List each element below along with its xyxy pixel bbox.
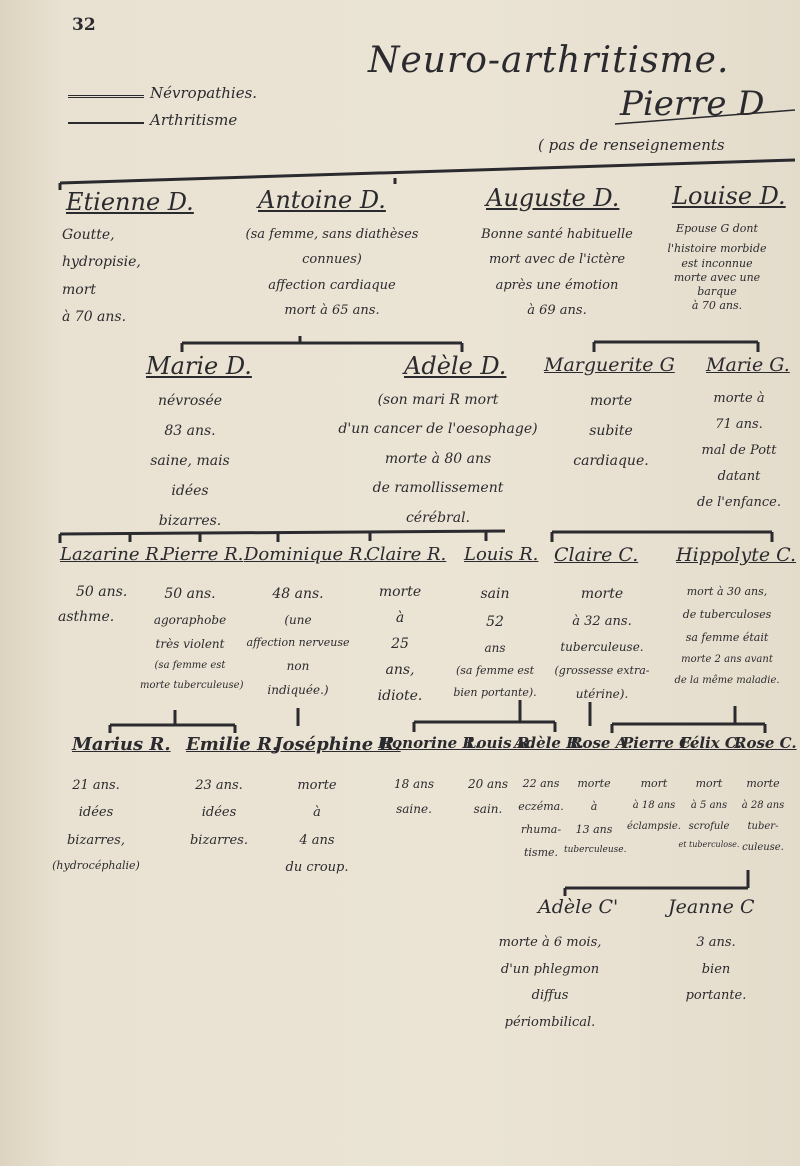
page-title: Neuro-arthritisme.: [368, 40, 730, 81]
person-name: Antoine D.: [258, 186, 386, 214]
gen4-bracket-hippolyte: [612, 706, 765, 733]
gen4-bracket-pierre: [110, 710, 235, 733]
legend-label-arthritisme: Arthritisme: [150, 111, 238, 129]
person-notes: 3 ans. bien portante.: [685, 935, 747, 1004]
person-notes: névrosée 83 ans. saine, mais idées bizarres.: [150, 393, 230, 530]
person-notes: morte subite cardiaque.: [573, 393, 649, 470]
person-name: Adèle D.: [404, 352, 507, 380]
person-notes: (son mari R mort d'un cancer de l'oesophage) morte à 80 ans de ramollissement cérébral.: [338, 392, 538, 526]
root-note: ( pas de renseignements: [538, 136, 725, 154]
person-notes: mort à 30 ans, de tuberculoses sa femme était morte 2 ans avant de la même maladie.: [674, 585, 780, 687]
person-notes: 23 ans. idées bizarres.: [189, 778, 248, 848]
person-notes: mort à 18 ans éclampsie.: [627, 777, 681, 833]
person-notes: morte à 28 ans tuber- culeuse.: [741, 777, 785, 854]
person-name: Adèle R.: [514, 734, 584, 752]
root-name: Pierre D: [620, 84, 765, 124]
person-notes: sain 52 ans (sa femme est bien portante).: [453, 586, 537, 699]
person-name: Pierre R.: [162, 544, 244, 565]
person-notes: Goutte, hydropisie, mort à 70 ans.: [62, 227, 141, 325]
person-notes: morte à 4 ans du croup.: [285, 778, 349, 875]
person-notes: Epouse G dont l'histoire morbide est inconnue morte avec une barque à 70 ans.: [667, 222, 767, 313]
person-name: Joséphine R.: [274, 734, 401, 755]
person-notes: morte à 71 ans. mal de Pott datant de l'enfance.: [697, 391, 781, 510]
person-name: Lazarine R.: [60, 544, 165, 565]
person-notes: 18 ans saine.: [393, 777, 435, 817]
person-notes: Bonne santé habituelle mort avec de l'ictère après une émotion à 69 ans.: [481, 227, 633, 319]
legend-line-arthritisme: [68, 122, 144, 124]
person-name: Emilie R.: [186, 734, 279, 755]
person-name: Etienne D.: [66, 188, 194, 216]
person-name: Honorine R.: [378, 734, 481, 752]
legend-label-nevropathies: Névropathies.: [150, 84, 258, 102]
person-name: Claire C.: [554, 544, 639, 566]
legend-line-nevropathies: [68, 95, 144, 98]
person-notes: 50 ans. asthme.: [58, 584, 128, 626]
gen5-bracket: [565, 870, 748, 896]
person-name: Hippolyte C.: [676, 544, 797, 566]
person-name: Félix C.: [680, 734, 742, 752]
gen1-sibling-bar: [60, 160, 795, 183]
person-notes: morte à 32 ans. tuberculeuse. (grossesse extra- utérine).: [554, 586, 650, 702]
person-notes: mort à 5 ans scrofule et tuberculose.: [678, 777, 740, 850]
person-name: Auguste D.: [486, 184, 620, 212]
page-number: 32: [72, 15, 96, 35]
person-name: Adèle C': [538, 896, 619, 918]
person-name: Louise D.: [672, 182, 786, 210]
person-notes: (sa femme, sans diathèses connues) affection cardiaque mort à 65 ans.: [245, 227, 419, 319]
person-notes: 21 ans. idées bizarres, (hydrocéphalie): [52, 778, 140, 872]
person-name: Rose A.: [570, 734, 633, 752]
person-name: Dominique R.: [244, 544, 369, 565]
person-name: Marguerite G: [544, 354, 675, 376]
person-name: Rose C.: [734, 734, 797, 752]
person-notes: 20 ans sain.: [467, 777, 509, 817]
person-notes: 48 ans. (une affection nerveuse non indiquée.): [246, 586, 350, 697]
person-notes: morte à 6 mois, d'un phlegmon diffus périombilical.: [498, 935, 602, 1030]
person-notes: morte à 13 ans tuberculeuse.: [564, 777, 627, 856]
person-name: Jeanne C: [668, 896, 755, 918]
person-name: Claire R.: [366, 544, 447, 565]
person-name: Louis R.: [466, 734, 535, 752]
person-name: Marius R.: [72, 734, 171, 755]
person-name: Pierre C.: [622, 734, 696, 752]
person-notes: morte à 25 ans, idiote.: [377, 584, 423, 704]
person-notes: 22 ans eczéma. rhuma- tisme.: [518, 777, 564, 860]
person-name: Marie G.: [706, 354, 790, 376]
person-name: Louis R.: [464, 544, 539, 565]
person-name: Marie D.: [146, 352, 252, 380]
person-notes: 50 ans. agoraphobe très violent (sa femme est morte tuberculeuse): [140, 586, 244, 691]
